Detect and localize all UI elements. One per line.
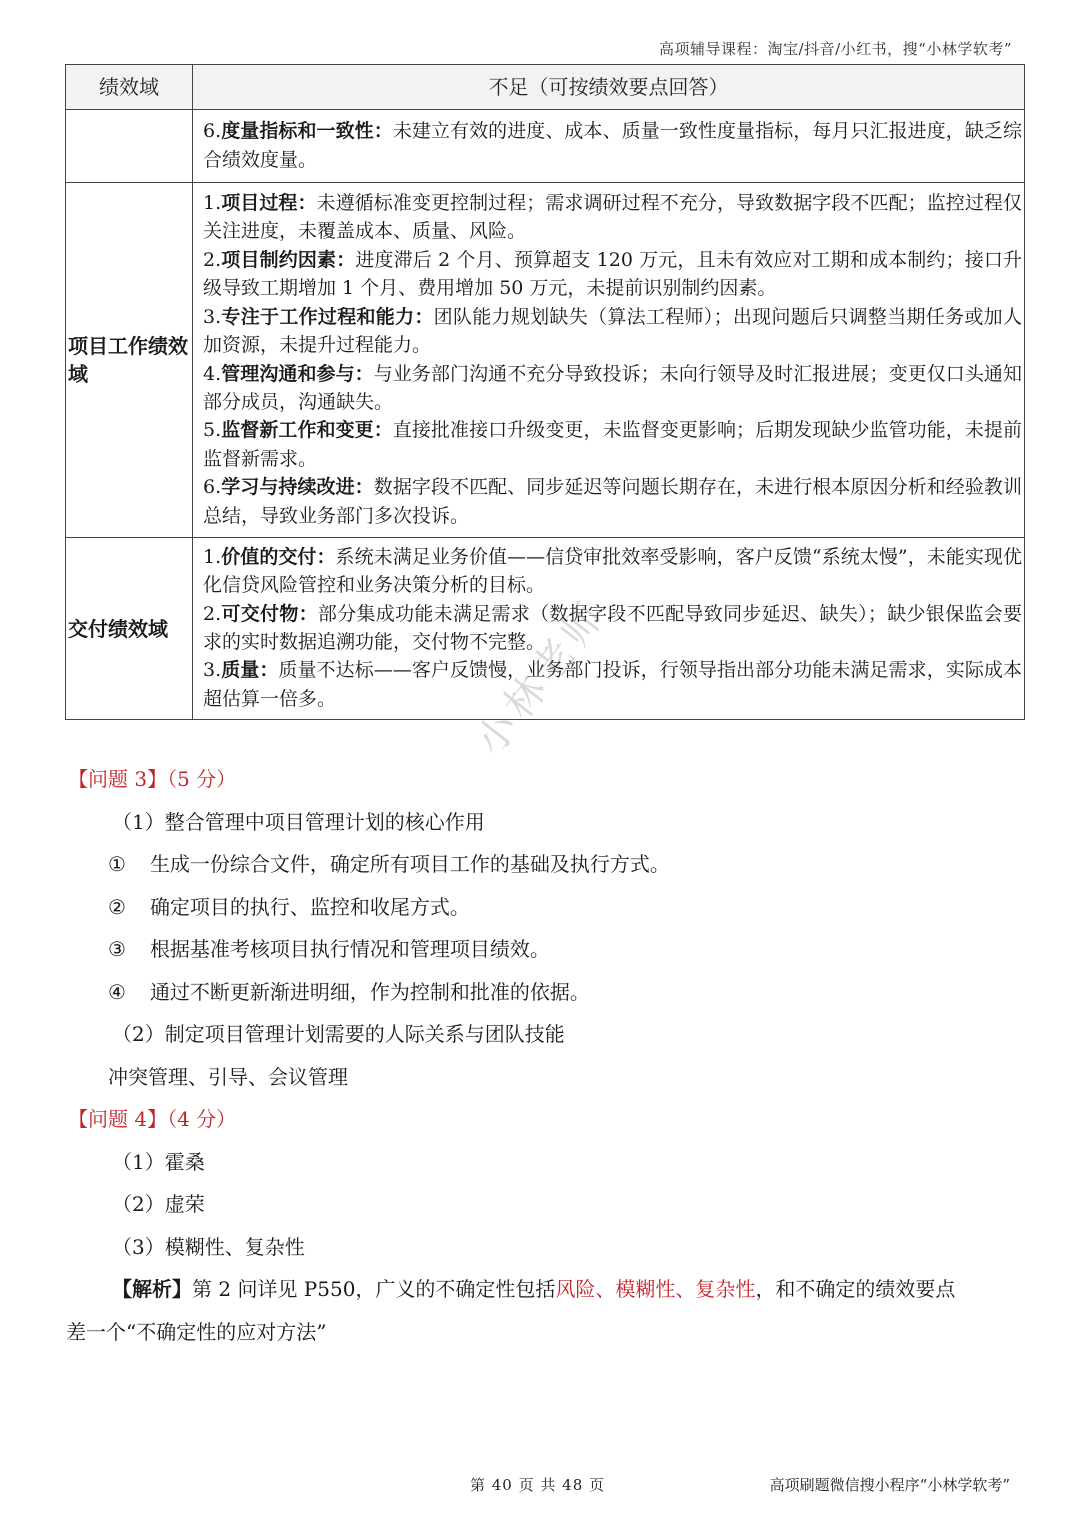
question-4-heading [68,1103,236,1132]
domain-cell: 项目工作绩效域 [66,183,193,538]
list-item: 3.专注于工作过程和能力：团队能力规划缺失（算法工程师）；出现问题后只调整当期任务或加人加资源，未提升过程能力。 [203,305,1022,357]
list-item: 3.质量：质量不达标——客户反馈慢，业务部门投诉，行领导指出部分功能未满足需求，实际成本超估算一倍多。 [203,659,1022,710]
question-4-score: （4 分） [167,1107,237,1131]
footer-note: 高项刷题微信搜小程序“小林学软考” [769,1476,1010,1494]
q4-analysis: 【解析】第 2 问详见 P550，广义的不确定性包括风险、模糊性、复杂性，和不确定的绩效要点 [112,1277,956,1301]
list-item: 4.管理沟通和参与：与业务部门沟通不充分导致投诉；未向行领导及时汇报进展；变更仅口头通知部分成员，沟通缺失。 [203,362,1022,413]
watermark: 小林老师 [467,590,617,764]
question-3-score: （5 分） [167,767,237,791]
q3-point: ① 生成一份综合文件，确定所有项目工作的基础及执行方式。 [108,852,670,876]
list-item: 6.度量指标和一致性：未建立有效的进度、成本、质量一致性度量指标，每月只汇报进度，缺乏综合绩效度量。 [203,120,1022,171]
table-header-row [66,65,1025,110]
domain-cell [66,110,193,183]
q3-sub-question-1: （1）整合管理中项目管理计划的核心作用 [112,810,485,834]
q3-sub-answer-2: 冲突管理、引导、会议管理 [108,1065,348,1089]
list-item: 2.可交付物：部分集成功能未满足需求（数据字段不匹配导致同步延迟、缺失）；缺少银保监会要求的实时数据追溯功能，交付物不完整。 [203,602,1022,653]
shortcomings-cell [193,110,1025,183]
question-3-heading [68,763,236,792]
q4-answer: （3）模糊性、复杂性 [112,1235,305,1259]
domain-cell: 交付绩效域 [66,538,193,720]
q3-point: ③ 根据基准考核项目执行情况和管理项目绩效。 [108,937,550,961]
question-4-title: 【问题 4】 [68,1107,168,1131]
list-item: 2.项目制约因素：进度滞后 2 个月、预算超支 120 万元，且未有效应对工期和成本制约；接口升级导致工期增加 1 个月、费用增加 50 万元，未提前识别制约因素。 [203,248,1022,300]
table-row [66,110,1025,183]
list-item: 5.监督新工作和变更：直接批准接口升级变更，未监督变更影响；后期发现缺少监管功能，未提前监督新需求。 [203,419,1022,470]
list-item: 1.项目过程：未遵循标准变更控制过程；需求调研过程不充分，导致数据字段不匹配；监控过程仅关注进度，未覆盖成本、质量、风险。 [203,192,1022,243]
q4-answer: （1）霍桑 [112,1150,205,1174]
list-item: 1.价值的交付：系统未满足业务价值——信贷审批效率受影响，客户反馈“系统太慢”，未能实现优化信贷风险管控和业务决策分析的目标。 [203,545,1022,597]
list-item: 6.学习与持续改进：数据字段不匹配、同步延迟等问题长期存在，未进行根本原因分析和经验教训总结，导致业务部门多次投诉。 [203,476,1022,527]
q3-point: ④ 通过不断更新渐进明细，作为控制和批准的依据。 [108,980,590,1004]
q3-sub-question-2: （2）制定项目管理计划需要的人际关系与团队技能 [112,1022,565,1046]
page-number: 第 40 页 共 48 页 [470,1476,606,1494]
q4-analysis-continued: 差一个“不确定性的应对方法” [66,1320,327,1344]
shortcomings-cell [193,183,1025,538]
column-header-domain: 绩效域 [66,65,193,110]
question-3-title: 【问题 3】 [68,767,168,791]
q4-answer: （2）虚荣 [112,1192,205,1216]
table-row [66,183,1025,538]
header-note: 高项辅导课程：淘宝/抖音/小红书，搜“小林学软考” [659,40,1012,58]
q3-point: ② 确定项目的执行、监控和收尾方式。 [108,895,470,919]
column-header-shortcomings: 不足（可按绩效要点回答） [193,65,1025,110]
